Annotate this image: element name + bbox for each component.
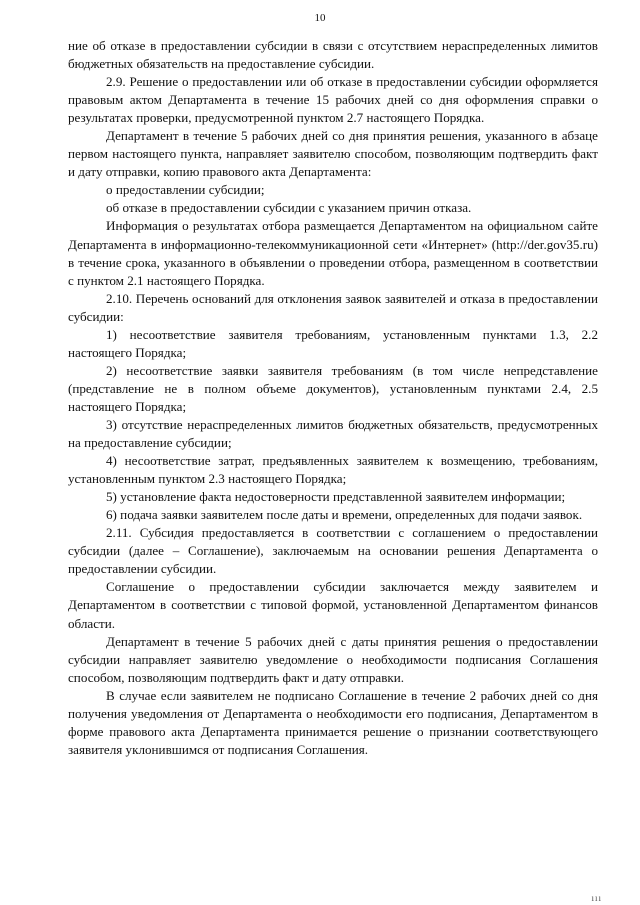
list-item: 5) установление факта недостоверности представленной заявителем информации; [106, 489, 566, 505]
paragraph: Департамент в течение 5 рабочих дней со дня принятия решения, указанного в абзаце первом настоящего пункта, направляет заявителю способом, позволяющим подтвердить факт и дату отправки, копию правового акта Департамента: [68, 128, 598, 180]
corner-mark: ııı [591, 893, 602, 903]
paragraph: В случае если заявителем не подписано Соглашение в течение 2 рабочих дней со дня получения уведомления от Департамента о необходимости его подписания, Департаментом в форме правового акта Департамента принимается решение о признании соответствующего заявителя уклонившимся от подписания Соглашения. [68, 687, 598, 757]
list-item: 3) отсутствие нераспределенных лимитов бюджетных обязательств, предусмотренных на предоставление субсидии; [68, 416, 598, 451]
paragraph: 2.10. Перечень оснований для отклонения заявок заявителей и отказа в предоставлении субсидии: [68, 290, 598, 324]
paragraph: Департамент в течение 5 рабочих дней с даты принятия решения о предоставлении субсидии направляет заявителю уведомление о необходимости подписания Соглашения способом, позволяющим подтвердить факт и дату отправки. [68, 633, 598, 685]
list-item: 2) несоответствие заявки заявителя требованиям (в том числе непредставление (представление не в полном объеме документов), установленным пунктами 2.4, 2.5 настоящего Порядка; [68, 362, 598, 414]
list-item: об отказе в предоставлении субсидии с указанием причин отказа. [106, 200, 472, 216]
list-item: 4) несоответствие затрат, предъявленных заявителем к возмещению, требованиям, установленным пунктом 2.3 настоящего Порядка; [68, 453, 598, 487]
paragraph: ние об отказе в предоставлении субсидии в связи с отсутствием нераспределенных лимитов бюджетных обязательств на предоставление субсидии. [68, 38, 598, 72]
list-item: 1) несоответствие заявителя требованиям, установленным пунктами 1.3, 2.2 настоящего Порядка; [68, 326, 598, 360]
list-item: о предоставлении субсидии; [106, 182, 265, 198]
paragraph: 2.9. Решение о предоставлении или об отказе в предоставлении субсидии оформляется правовым актом Департамента в течение 15 рабочих дней со дня оформления справки о результатах проверки, предусмотренной пунктом 2.7 настоящего Порядка. [68, 74, 598, 126]
paragraph: Соглашение о предоставлении субсидии заключается между заявителем и Департаментом в соответствии с типовой формой, установленной Департаментом финансов области. [68, 579, 598, 631]
paragraph: 2.11. Субсидия предоставляется в соответствии с соглашением о предоставлении субсидии (далее – Соглашение), заключаемым на основании решения Департамента о предоставлении субсидии. [68, 525, 598, 577]
document-body [68, 37, 598, 759]
page-number: 10 [314, 12, 326, 24]
list-item: 6) подача заявки заявителем после даты и времени, определенных для подачи заявок. [106, 507, 583, 523]
paragraph: Информация о результатах отбора размещается Департаментом на официальном сайте Департамента в информационно-телекоммуникационной сети «Интернет» (http://der.gov35.ru) в течение срока, указанного в объявлении о проведении отбора, размещенном в соответствии с пунктом 2.1 настоящего Порядка. [68, 218, 598, 288]
